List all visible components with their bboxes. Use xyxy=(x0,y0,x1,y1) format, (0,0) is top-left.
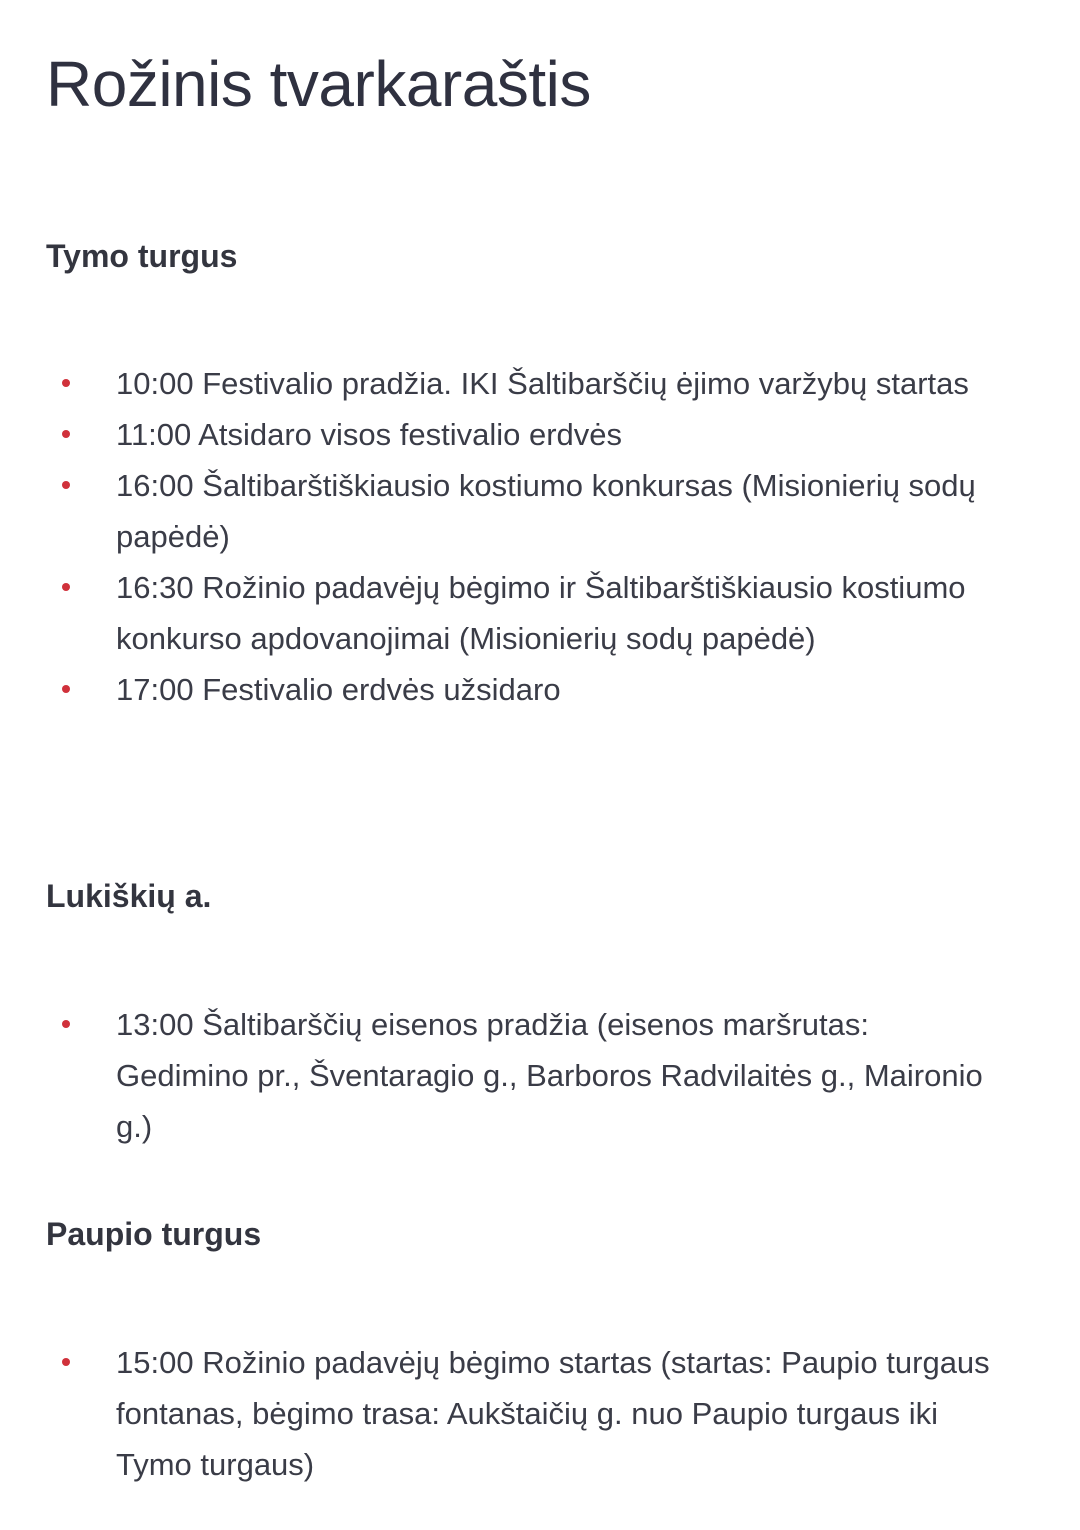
schedule-item-text: 17:00 Festivalio erdvės užsidaro xyxy=(116,672,561,707)
section-heading-lukiskiu-a: Lukiškių a. xyxy=(46,878,212,914)
schedule-item-text: 16:00 Šaltibarštiškiausio kostiumo konkursas (Misionierių sodų papėdė) xyxy=(116,468,976,554)
bullet-icon xyxy=(62,481,70,489)
schedule-item xyxy=(0,1337,1080,1490)
schedule-item-text: 10:00 Festivalio pradžia. IKI Šaltibarščių ėjimo varžybų startas xyxy=(116,366,969,401)
schedule-item xyxy=(0,358,1080,409)
schedule-list-paupio-turgus xyxy=(0,1337,1080,1490)
schedule-item-text: 16:30 Rožinio padavėjų bėgimo ir Šaltibarštiškiausio kostiumo konkurso apdovanojimai (Misionierių sodų papėdė) xyxy=(116,570,966,656)
bullet-icon xyxy=(62,1020,70,1028)
section-heading-paupio-turgus: Paupio turgus xyxy=(46,1216,262,1252)
schedule-item xyxy=(0,460,1080,562)
schedule-item xyxy=(0,409,1080,460)
bullet-icon xyxy=(62,583,70,591)
bullet-icon xyxy=(62,685,70,693)
schedule-item-text: 11:00 Atsidaro visos festivalio erdvės xyxy=(116,417,623,452)
schedule-list-tymo-turgus xyxy=(0,358,1080,715)
schedule-item xyxy=(0,664,1080,715)
schedule-list-lukiskiu-a xyxy=(0,999,1080,1152)
schedule-item xyxy=(0,562,1080,664)
schedule-item-text: 13:00 Šaltibarščių eisenos pradžia (eisenos maršrutas: Gedimino pr., Šventaragio g., Barboros Radvilaitės g., Maironio g.) xyxy=(116,1007,983,1144)
section-heading-tymo-turgus: Tymo turgus xyxy=(46,238,238,274)
bullet-icon xyxy=(62,1358,70,1366)
bullet-icon xyxy=(62,379,70,387)
bullet-icon xyxy=(62,430,70,438)
page-title: Rožinis tvarkaraštis xyxy=(46,48,591,120)
schedule-item-text: 15:00 Rožinio padavėjų bėgimo startas (startas: Paupio turgaus fontanas, bėgimo trasa: Aukštaičių g. nuo Paupio turgaus iki Tymo turgaus) xyxy=(116,1345,990,1482)
schedule-item xyxy=(0,999,1080,1152)
